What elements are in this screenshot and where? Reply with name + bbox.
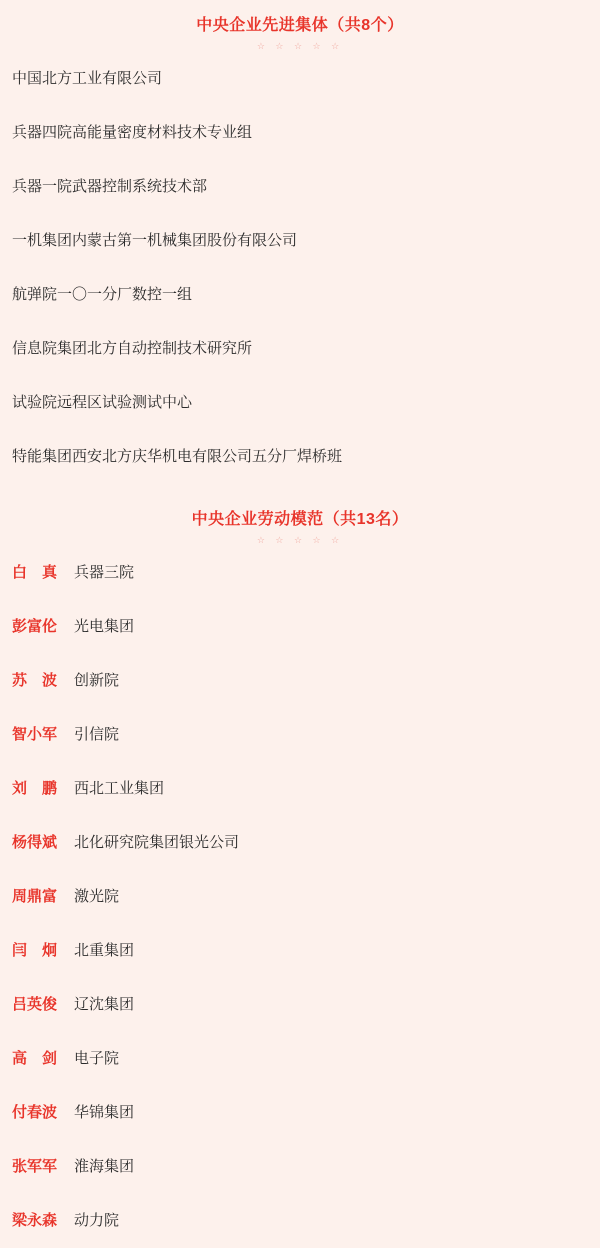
- person-name: 张军军: [12, 1158, 58, 1175]
- list-item: 一机集团内蒙古第一机械集团股份有限公司: [12, 232, 298, 249]
- person-unit: 西北工业集团: [74, 780, 165, 797]
- section-title: 中央企业先进集体（共8个）: [196, 17, 404, 34]
- person-unit: 动力院: [74, 1212, 120, 1229]
- list-item: [0, 1194, 600, 1248]
- person-name: 付春波: [12, 1104, 58, 1121]
- list-item: [0, 978, 600, 1032]
- list-item: [0, 708, 600, 762]
- list-item: [0, 762, 600, 816]
- person-unit: 北重集团: [74, 942, 135, 959]
- list-item: [0, 600, 600, 654]
- list-item: 兵器一院武器控制系统技术部: [12, 178, 208, 195]
- person-unit: 引信院: [74, 726, 120, 743]
- person-unit: 兵器三院: [74, 564, 135, 581]
- person-name: 高 剑: [12, 1050, 58, 1067]
- list-item: [0, 924, 600, 978]
- person-unit: 电子院: [74, 1050, 120, 1067]
- list-item: 特能集团西安北方庆华机电有限公司五分厂焊桥班: [12, 448, 343, 465]
- person-name: 苏 波: [12, 672, 58, 689]
- section-header: [0, 494, 600, 546]
- person-name: 彭富伦: [12, 618, 58, 635]
- person-unit: 辽沈集团: [74, 996, 135, 1013]
- person-name: 杨得斌: [12, 834, 58, 851]
- person-unit: 激光院: [74, 888, 120, 905]
- list-item: [0, 654, 600, 708]
- list-item: 兵器四院高能量密度材料技术专业组: [12, 124, 253, 141]
- person-name: 白 真: [12, 564, 58, 581]
- list-item: 航弹院一〇一分厂数控一组: [12, 286, 193, 303]
- person-name: 闫 炯: [12, 942, 58, 959]
- star-divider-icon: ☆ ☆ ☆ ☆ ☆: [256, 535, 344, 545]
- person-list: [0, 546, 600, 1248]
- list-item: [0, 816, 600, 870]
- section-model-workers: [0, 494, 600, 1248]
- collective-list: [0, 52, 600, 484]
- section-advanced-collectives: [0, 0, 600, 484]
- star-divider-icon: ☆ ☆ ☆ ☆ ☆: [256, 41, 344, 51]
- list-item: [0, 870, 600, 924]
- person-name: 智小军: [12, 726, 58, 743]
- person-unit: 光电集团: [74, 618, 135, 635]
- person-unit: 淮海集团: [74, 1158, 135, 1175]
- person-name: 刘 鹏: [12, 780, 58, 797]
- person-name: 梁永森: [12, 1212, 58, 1229]
- list-item: [0, 546, 600, 600]
- section-spacer: [0, 484, 600, 494]
- person-name: 吕英俊: [12, 996, 58, 1013]
- list-item: [0, 1032, 600, 1086]
- person-unit: 华锦集团: [74, 1104, 135, 1121]
- section-header: [0, 0, 600, 52]
- list-item: 试验院远程区试验测试中心: [12, 394, 193, 411]
- person-unit: 北化研究院集团银光公司: [74, 834, 240, 851]
- person-unit: 创新院: [74, 672, 120, 689]
- list-item: [0, 1140, 600, 1194]
- section-title: 中央企业劳动模范（共13名）: [191, 511, 409, 528]
- list-item: 中国北方工业有限公司: [12, 70, 163, 87]
- list-item: [0, 1086, 600, 1140]
- person-name: 周鼎富: [12, 888, 58, 905]
- list-item: 信息院集团北方自动控制技术研究所: [12, 340, 253, 357]
